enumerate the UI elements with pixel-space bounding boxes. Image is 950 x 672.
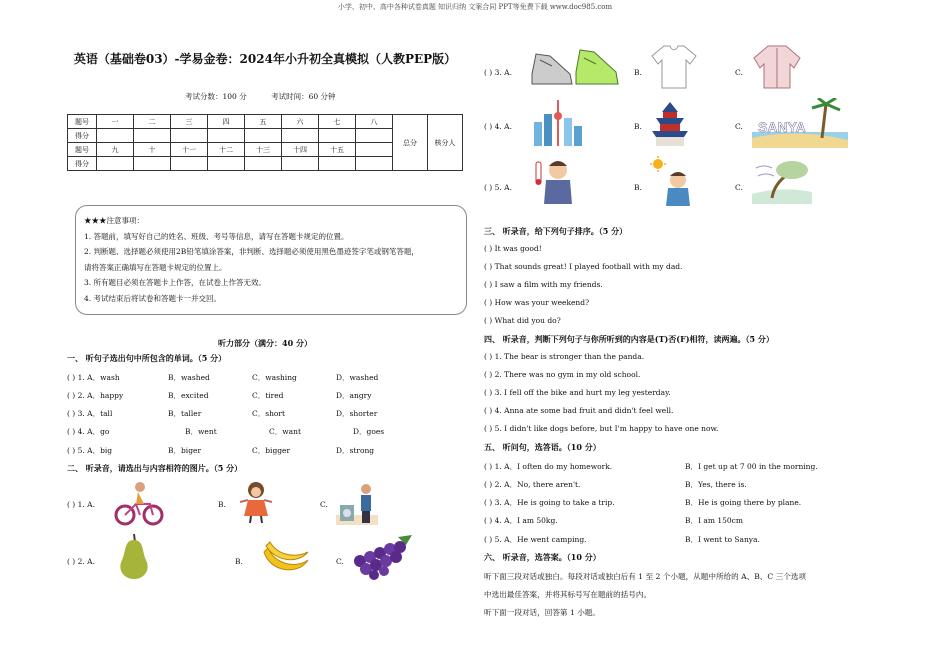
cell: 三 bbox=[171, 115, 208, 129]
s1-q2: ( ) 2. A．happy bbox=[67, 391, 124, 400]
s2-q1: ( ) 1. A. bbox=[67, 500, 95, 509]
s5-q1-a: ( ) 1. A．I often do my homework. bbox=[484, 462, 613, 471]
s1-q3-c: C．short bbox=[252, 409, 286, 418]
cell: 十 bbox=[134, 143, 171, 157]
girl-dancing-icon bbox=[236, 480, 276, 524]
notice-box bbox=[75, 205, 467, 315]
s5-q4-a: ( ) 4. A．I am 50kg. bbox=[484, 516, 558, 525]
s2-q2: ( ) 2. A. bbox=[67, 557, 95, 566]
grapes-icon bbox=[348, 533, 420, 581]
sanya-logo-text: SANYA bbox=[758, 119, 806, 135]
s5-q3-b: B．He is going there by plane. bbox=[685, 498, 802, 507]
cell: 八 bbox=[356, 115, 393, 129]
page-title: 英语（基础卷03）-学易金卷：2024年小升初全真模拟（人教PEP版） bbox=[73, 52, 457, 66]
s1-q3-b: B．taller bbox=[168, 409, 202, 418]
section-1-title: 一、 听句子选出句中所包含的单词。（5 分） bbox=[67, 353, 227, 363]
pear-icon bbox=[114, 532, 154, 580]
cyclist-icon bbox=[114, 480, 164, 526]
s3-item: ( ) What did you do? bbox=[484, 316, 561, 325]
sneakers-icon bbox=[530, 44, 620, 90]
exam-time: 考试时间：60 分钟 bbox=[271, 92, 336, 101]
pic-q4-b: B. bbox=[634, 122, 642, 131]
s5-q5-b: B．I went to Sanya. bbox=[685, 535, 760, 544]
section-4-title: 四、 听录音，判断下列句子与你所听到的内容是(T)否(F)相符，读两遍。（5 分） bbox=[484, 334, 774, 344]
sanya-beach-icon bbox=[752, 98, 848, 148]
s5-q3-a: ( ) 3. A．He is going to take a trip. bbox=[484, 498, 615, 507]
pic-q5: ( ) 5. A. bbox=[484, 183, 512, 192]
s1-q2-d: D．angry bbox=[336, 391, 372, 400]
notice-item: 4. 考试结束后将试卷和答题卡一并交回。 bbox=[84, 293, 222, 303]
notice-item: 3. 所有题目必须在答题卡上作答，在试卷上作答无效。 bbox=[84, 278, 267, 287]
s1-q2-c: C．tired bbox=[252, 391, 284, 400]
listening-title: 听力部分（满分：40 分） bbox=[218, 338, 312, 348]
pic-q3-b: B. bbox=[634, 68, 642, 77]
windy-tree-icon bbox=[752, 158, 812, 204]
s1-q1-c: C．washing bbox=[252, 373, 297, 382]
score-table bbox=[67, 114, 463, 171]
cell: 九 bbox=[97, 143, 134, 157]
cell: 十二 bbox=[208, 143, 245, 157]
pic-q3: ( ) 3. A. bbox=[484, 68, 512, 77]
s5-q2-a: ( ) 2. A．No, there aren't. bbox=[484, 480, 581, 489]
s1-q1: ( ) 1. A．wash bbox=[67, 373, 120, 382]
cell: 五 bbox=[245, 115, 282, 129]
city-skyline-icon bbox=[530, 100, 586, 146]
s2-q1-c: C. bbox=[320, 500, 328, 509]
s1-q4-b: B．went bbox=[185, 427, 217, 436]
s5-q5-a: ( ) 5. A．He went camping. bbox=[484, 535, 587, 544]
section-5-title: 五、 听问句，选答语。（10 分） bbox=[484, 442, 601, 452]
s3-item: ( ) I saw a film with my friends. bbox=[484, 280, 603, 289]
washing-man-icon bbox=[336, 481, 378, 525]
cell: 六 bbox=[282, 115, 319, 129]
hot-boy-icon bbox=[650, 156, 694, 206]
cell: 二 bbox=[134, 115, 171, 129]
cell: 得分 bbox=[68, 129, 97, 143]
s4-item: ( ) 4. Anna ate some bad fruit and didn't feel well. bbox=[484, 406, 674, 415]
s6-paragraph: 听下面三段对话或独白。每段对话或独白后有 1 至 2 个小题，从题中所给的 A、B、C 三个选项 bbox=[484, 572, 806, 581]
cell: 七 bbox=[319, 115, 356, 129]
cell: 十五 bbox=[319, 143, 356, 157]
s1-q5-d: D．strong bbox=[336, 446, 375, 455]
s1-q1-d: D．washed bbox=[336, 373, 379, 382]
page-header: 小学、初中、高中各种试卷真题 知识归纳 文案合同 PPT等免费下载 www.doc985.com bbox=[337, 3, 613, 11]
s2-q1-b: B. bbox=[218, 500, 226, 509]
cell: 十四 bbox=[282, 143, 319, 157]
cell: 四 bbox=[208, 115, 245, 129]
exam-meta bbox=[185, 91, 358, 102]
s2-q2-b: B. bbox=[235, 557, 243, 566]
notice-title: ★★★注意事项： bbox=[84, 216, 144, 225]
s4-item: ( ) 5. I didn't like dogs before, but I'm happy to have one now. bbox=[484, 424, 719, 433]
s1-q4-d: D．goes bbox=[353, 427, 385, 436]
s4-item: ( ) 2. There was no gym in my old school. bbox=[484, 370, 641, 379]
s4-item: ( ) 3. I fell off the bike and hurt my leg yesterday. bbox=[484, 388, 671, 397]
temple-of-heaven-icon bbox=[650, 100, 690, 146]
notice-item: 2. 判断题、选择题必须使用2B铅笔填涂答案，非判断、选择题必须使用黑色墨迹签字笔或钢笔答题， bbox=[84, 247, 419, 256]
banana-icon bbox=[262, 538, 310, 576]
tshirt-icon bbox=[650, 42, 698, 90]
section-3-title: 三、 听录音，给下列句子排序。（5 分） bbox=[484, 226, 628, 236]
pic-q4-c: C. bbox=[735, 122, 743, 131]
pic-q4: ( ) 4. A. bbox=[484, 122, 512, 131]
s6-paragraph: 中选出最佳答案，并将其标号写在题前的括号内。 bbox=[484, 590, 652, 599]
s2-q2-c: C. bbox=[336, 557, 344, 566]
shirt-icon bbox=[752, 44, 802, 90]
cell: 一 bbox=[97, 115, 134, 129]
s1-q1-b: B．washed bbox=[168, 373, 210, 382]
s4-item: ( ) 1. The bear is stronger than the panda. bbox=[484, 352, 645, 361]
s1-q4: ( ) 4. A．go bbox=[67, 427, 110, 436]
pic-q5-c: C. bbox=[735, 183, 743, 192]
checker-cell: 核分人 bbox=[428, 115, 463, 171]
s3-item: ( ) That sounds great! I played football with my dad. bbox=[484, 262, 683, 271]
s1-q5-c: C．bigger bbox=[252, 446, 291, 455]
cell: 题号 bbox=[68, 143, 97, 157]
section-2-title: 二、 听录音，请选出与内容相符的图片。（5 分） bbox=[67, 463, 243, 473]
s1-q5: ( ) 5. A．big bbox=[67, 446, 113, 455]
s3-item: ( ) How was your weekend? bbox=[484, 298, 590, 307]
notice-item: 请将答案正确填写在答题卡规定的位置上。 bbox=[84, 262, 227, 272]
notice-item: 1. 答题前，填写好自己的姓名、班级、考号等信息，请写在答题卡规定的位置。 bbox=[84, 231, 349, 241]
s6-paragraph: 听下面一段对话，回答第 1 小题。 bbox=[484, 608, 600, 617]
s5-q1-b: B．I get up at 7 00 in the morning. bbox=[685, 462, 818, 471]
total-cell: 总分 bbox=[393, 115, 428, 171]
pic-q5-b: B. bbox=[634, 183, 642, 192]
s5-q2-b: B．Yes, there is. bbox=[685, 480, 747, 489]
s1-q2-b: B．excited bbox=[168, 391, 209, 400]
cell: 十一 bbox=[171, 143, 208, 157]
s1-q3: ( ) 3. A．tall bbox=[67, 409, 113, 418]
cell: 题号 bbox=[68, 115, 97, 129]
exam-score: 考试分数：100 分 bbox=[185, 92, 247, 101]
cell: 十三 bbox=[245, 143, 282, 157]
s1-q4-c: C．want bbox=[269, 427, 301, 436]
s1-q3-d: D．shorter bbox=[336, 409, 378, 418]
cell: 得分 bbox=[68, 157, 97, 171]
s3-item: ( ) It was good! bbox=[484, 244, 542, 253]
s5-q4-b: B．I am 150cm bbox=[685, 516, 743, 525]
s1-q5-b: B．biger bbox=[168, 446, 202, 455]
pic-q3-c: C. bbox=[735, 68, 743, 77]
cold-boy-icon bbox=[534, 156, 580, 206]
section-6-title: 六、 听录音，选答案。（10 分） bbox=[484, 552, 601, 562]
